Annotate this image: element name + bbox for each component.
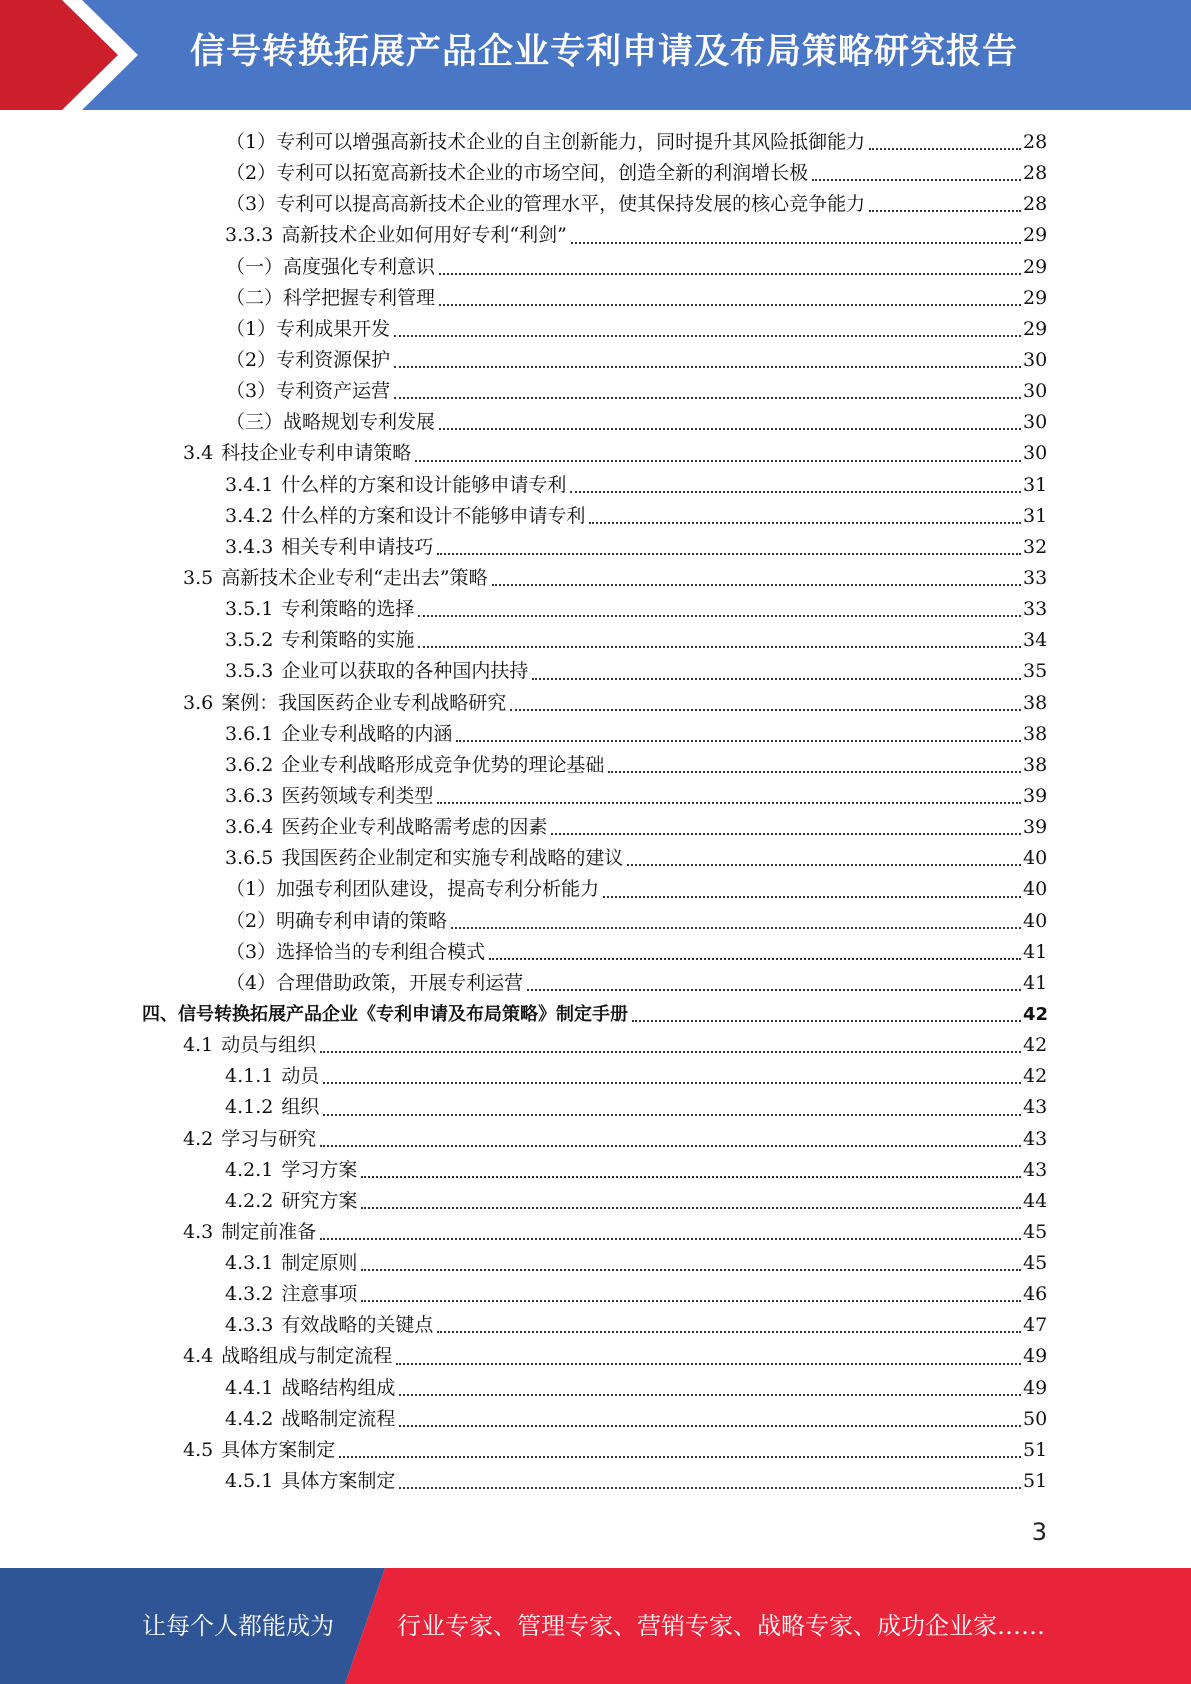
- toc-entry[interactable]: [0, 1341, 1191, 1372]
- toc-entry-page: 35: [1023, 660, 1048, 683]
- header-band: [0, 0, 1191, 110]
- toc-entry-number: 4.2.1: [225, 1158, 274, 1181]
- toc-leader-dots: [415, 459, 1021, 462]
- toc-leader-dots: [570, 490, 1021, 493]
- toc-entry-title: （三）战略规划专利发展: [226, 411, 436, 434]
- toc-entry-page: 29: [1023, 286, 1048, 309]
- toc-entry-page: 29: [1023, 224, 1048, 247]
- footer-slogan-right: 行业专家、管理专家、营销专家、战略专家、成功企业家……: [397, 1612, 1045, 1640]
- toc-entry[interactable]: [0, 189, 1191, 220]
- toc-entry-title: （2）专利资源保护: [226, 348, 391, 371]
- toc-entry-number: 4.5: [183, 1438, 214, 1461]
- toc-entry-page: 33: [1023, 566, 1048, 589]
- toc-entry-page: 49: [1023, 1345, 1048, 1368]
- toc-entry-page: 38: [1023, 753, 1048, 776]
- toc-leader-dots: [399, 1424, 1021, 1427]
- toc-entry-number: 3.4.3: [225, 535, 274, 558]
- toc-leader-dots: [361, 1268, 1021, 1271]
- toc-entry-number: 3.5: [183, 566, 214, 589]
- header-arrow-decoration: [0, 0, 160, 110]
- toc-entry-page: 39: [1023, 816, 1048, 839]
- toc-entry-number: 4.3.3: [225, 1314, 274, 1337]
- toc-leader-dots: [320, 1237, 1021, 1240]
- toc-leader-dots: [399, 1393, 1021, 1396]
- toc-entry[interactable]: [0, 501, 1191, 532]
- toc-leader-dots: [323, 1081, 1021, 1084]
- toc-entry-page: 30: [1023, 411, 1048, 434]
- toc-entry-title: 具体方案制定: [281, 1470, 396, 1493]
- toc-entry-title: 战略制定流程: [281, 1407, 396, 1430]
- toc-leader-dots: [394, 365, 1021, 368]
- toc-entry-number: 4.1: [183, 1034, 214, 1057]
- toc-entry[interactable]: [0, 252, 1191, 283]
- toc-entry-title: （1）专利成果开发: [226, 317, 391, 340]
- toc-entry-title: （4）合理借助政策，开展专利运营: [226, 971, 524, 994]
- toc-entry-title: （3）专利可以提高高新技术企业的管理水平，使其保持发展的核心竞争能力: [226, 193, 866, 216]
- toc-entry-title: 动员: [281, 1065, 320, 1088]
- toc-entry-page: 30: [1023, 380, 1048, 403]
- toc-leader-dots: [551, 832, 1021, 835]
- toc-entry-number: 3.6.4: [225, 816, 274, 839]
- toc-entry[interactable]: [0, 127, 1191, 158]
- toc-entry-page: 41: [1023, 971, 1048, 994]
- toc-entry-page: 30: [1023, 442, 1048, 465]
- footer-slogan-left: 让每个人都能成为: [142, 1612, 334, 1640]
- toc-entry-title: 企业专利战略形成竞争优势的理论基础: [281, 753, 605, 776]
- toc-entry[interactable]: [0, 1435, 1191, 1466]
- toc-entry-number: 3.6: [183, 691, 214, 714]
- toc-entry-title: 注意事项: [281, 1283, 358, 1306]
- toc-entry-page: 45: [1023, 1252, 1048, 1275]
- toc-entry-title: （3）选择恰当的专利组合模式: [226, 940, 486, 963]
- toc-leader-dots: [608, 770, 1021, 773]
- toc-entry-page: 51: [1023, 1438, 1048, 1461]
- toc-entry-title: 我国医药企业制定和实施专利战略的建议: [281, 847, 624, 870]
- toc-entry[interactable]: [0, 781, 1191, 812]
- report-title: 信号转换拓展产品企业专利申请及布局策略研究报告: [190, 32, 1019, 72]
- toc-entry[interactable]: [0, 283, 1191, 314]
- toc-entry[interactable]: [0, 1217, 1191, 1248]
- toc-entry-title: 相关专利申请技巧: [281, 535, 434, 558]
- toc-entry-number: 4.5.1: [225, 1470, 274, 1493]
- toc-entry-page: 43: [1023, 1096, 1048, 1119]
- toc-entry-title: 组织: [281, 1096, 320, 1119]
- page-number: 3: [1031, 1518, 1047, 1546]
- toc-entry-number: 4.1.1: [225, 1065, 274, 1088]
- toc-entry-title: 制定前准备: [221, 1220, 317, 1243]
- toc-leader-dots: [532, 677, 1021, 680]
- toc-entry-title: 科技企业专利申请策略: [221, 442, 412, 465]
- toc-entry-number: 3.6.5: [225, 847, 274, 870]
- toc-entry[interactable]: [0, 470, 1191, 501]
- toc-entry-title: 高新技术企业如何用好专利“利剑”: [281, 224, 567, 247]
- toc-entry-page: 42: [1023, 1003, 1049, 1025]
- toc-entry-page: 34: [1023, 629, 1048, 652]
- toc-entry-page: 40: [1023, 878, 1048, 901]
- toc-entry-page: 40: [1023, 847, 1048, 870]
- toc-leader-dots: [399, 1486, 1021, 1489]
- toc-entry-page: 43: [1023, 1158, 1048, 1181]
- toc-entry-title: 专利策略的选择: [281, 598, 415, 621]
- toc-entry-page: 47: [1023, 1314, 1048, 1337]
- toc-entry-number: 3.3.3: [225, 224, 274, 247]
- toc-entry[interactable]: [0, 563, 1191, 594]
- toc-entry[interactable]: [0, 158, 1191, 189]
- toc-entry-page: 51: [1023, 1470, 1048, 1493]
- toc-entry-number: 3.5.3: [225, 660, 274, 683]
- toc-entry[interactable]: [0, 345, 1191, 376]
- toc-leader-dots: [627, 863, 1021, 866]
- toc-entry-page: 46: [1023, 1283, 1048, 1306]
- toc-leader-dots: [869, 209, 1021, 212]
- toc-entry-number: 4.3.1: [225, 1252, 274, 1275]
- toc-entry-page: 39: [1023, 784, 1048, 807]
- toc-entry[interactable]: [0, 1466, 1191, 1497]
- toc-leader-dots: [361, 1175, 1021, 1178]
- toc-leader-dots: [396, 1362, 1021, 1365]
- toc-entry-title: 学习方案: [281, 1158, 358, 1181]
- toc-entry-number: 4.4.1: [225, 1376, 274, 1399]
- toc-leader-dots: [510, 708, 1021, 711]
- toc-entry-number: 4.3: [183, 1220, 214, 1243]
- toc-entry-title: 具体方案制定: [221, 1438, 336, 1461]
- toc-entry-number: 3.6.1: [225, 722, 274, 745]
- toc-entry-title: 四、信号转换拓展产品企业《专利申请及布局策略》制定手册: [142, 1003, 628, 1025]
- toc-entry[interactable]: [0, 937, 1191, 968]
- toc-entry-page: 50: [1023, 1407, 1048, 1430]
- toc-entry-number: 3.6.2: [225, 753, 274, 776]
- toc-entry[interactable]: [0, 532, 1191, 563]
- toc-leader-dots: [320, 1144, 1021, 1147]
- toc-leader-dots: [439, 303, 1021, 306]
- toc-entry-title: 战略结构组成: [281, 1376, 396, 1399]
- toc-entry-title: （3）专利资产运营: [226, 380, 391, 403]
- toc-entry-page: 44: [1023, 1189, 1048, 1212]
- toc-entry-title: （2）明确专利申请的策略: [226, 909, 448, 932]
- toc-leader-dots: [361, 1206, 1021, 1209]
- toc-entry-title: 有效战略的关键点: [281, 1314, 434, 1337]
- toc-entry-title: （1）专利可以增强高新技术企业的自主创新能力，同时提升其风险抵御能力: [226, 131, 866, 153]
- toc-entry-number: 4.1.2: [225, 1096, 274, 1119]
- toc-leader-dots: [812, 178, 1021, 181]
- toc-entry[interactable]: [0, 750, 1191, 781]
- toc-entry-title: 制定原则: [281, 1252, 358, 1275]
- toc-entry[interactable]: [0, 376, 1191, 407]
- toc-entry[interactable]: [0, 625, 1191, 656]
- toc-entry-number: 4.4.2: [225, 1407, 274, 1430]
- toc-entry-title: 什么样的方案和设计能够申请专利: [281, 473, 567, 496]
- toc-entry-page: 49: [1023, 1376, 1048, 1399]
- toc-entry[interactable]: [0, 438, 1191, 469]
- toc-entry[interactable]: [0, 1248, 1191, 1279]
- toc-leader-dots: [437, 552, 1021, 555]
- toc-entry-page: 28: [1023, 162, 1048, 185]
- toc-leader-dots: [589, 521, 1021, 524]
- toc-entry[interactable]: [0, 220, 1191, 251]
- toc-entry-page: 33: [1023, 598, 1048, 621]
- toc-entry[interactable]: [0, 968, 1191, 999]
- toc-entry-page: 29: [1023, 317, 1048, 340]
- toc-leader-dots: [394, 334, 1021, 337]
- toc-entry-page: 38: [1023, 691, 1048, 714]
- toc-leader-dots: [527, 988, 1021, 991]
- toc-entry-title: 医药领域专利类型: [281, 784, 434, 807]
- toc-leader-dots: [418, 614, 1021, 617]
- footer-band: [0, 1568, 1191, 1684]
- toc-entry-number: 4.3.2: [225, 1283, 274, 1306]
- toc-entry[interactable]: [0, 812, 1191, 843]
- toc-leader-dots: [456, 739, 1021, 742]
- toc-entry-page: 28: [1023, 193, 1048, 216]
- toc-entry-title: 战略组成与制定流程: [221, 1345, 393, 1368]
- toc-entry-page: 41: [1023, 940, 1048, 963]
- toc-entry-page: 42: [1023, 1034, 1048, 1057]
- toc-entry-number: 3.5.2: [225, 629, 274, 652]
- toc-entry[interactable]: [0, 1030, 1191, 1061]
- toc-entry-page: 45: [1023, 1220, 1048, 1243]
- toc-entry-page: 30: [1023, 348, 1048, 371]
- toc-entry-title: （一）高度强化专利意识: [226, 255, 436, 278]
- toc-entry-number: 3.5.1: [225, 598, 274, 621]
- toc-entry-title: （二）科学把握专利管理: [226, 286, 436, 309]
- toc-entry[interactable]: [0, 1310, 1191, 1341]
- toc-entry[interactable]: [0, 719, 1191, 750]
- toc-entry-title: 什么样的方案和设计不能够申请专利: [281, 504, 586, 527]
- toc-entry-title: 动员与组织: [221, 1034, 317, 1057]
- toc-entry[interactable]: [0, 1404, 1191, 1435]
- toc-entry-title: 高新技术企业专利“走出去”策略: [221, 566, 488, 589]
- toc-entry[interactable]: [0, 874, 1191, 905]
- toc-entry-title: 企业可以获取的各种国内扶持: [281, 660, 529, 683]
- toc-entry-page: 43: [1023, 1127, 1048, 1150]
- toc-entry-page: 38: [1023, 722, 1048, 745]
- toc-entry[interactable]: [0, 407, 1191, 438]
- toc-entry-page: 42: [1023, 1065, 1048, 1088]
- toc-entry-page: 40: [1023, 909, 1048, 932]
- toc-entry-title: 研究方案: [281, 1189, 358, 1212]
- toc-leader-dots: [632, 1019, 1021, 1022]
- toc-entry-number: 4.4: [183, 1345, 214, 1368]
- toc-leader-dots: [451, 926, 1021, 929]
- toc-leader-dots: [320, 1050, 1021, 1053]
- toc-entry-number: 3.6.3: [225, 784, 274, 807]
- toc-entry-page: 29: [1023, 255, 1048, 278]
- toc-entry[interactable]: [0, 1373, 1191, 1404]
- toc-entry[interactable]: [0, 999, 1191, 1030]
- toc-entry[interactable]: [0, 314, 1191, 345]
- toc-entry-title: 企业专利战略的内涵: [281, 722, 453, 745]
- toc-entry-number: 3.4.1: [225, 473, 274, 496]
- toc-entry-number: 3.4: [183, 442, 214, 465]
- toc-entry-page: 28: [1023, 131, 1048, 153]
- toc-entry-number: 3.4.2: [225, 504, 274, 527]
- toc-entry[interactable]: [0, 1186, 1191, 1217]
- toc-leader-dots: [437, 1330, 1021, 1333]
- toc-entry[interactable]: [0, 1155, 1191, 1186]
- toc-entry[interactable]: [0, 843, 1191, 874]
- toc-entry-title: 专利策略的实施: [281, 629, 415, 652]
- toc-entry[interactable]: [0, 1279, 1191, 1310]
- toc-entry[interactable]: [0, 656, 1191, 687]
- toc-entry-number: 4.2.2: [225, 1189, 274, 1212]
- toc-leader-dots: [339, 1455, 1021, 1458]
- toc-entry-title: （2）专利可以拓宽高新技术企业的市场空间，创造全新的利润增长极: [226, 162, 809, 185]
- toc-entry[interactable]: [0, 1124, 1191, 1155]
- toc-leader-dots: [571, 241, 1021, 244]
- toc-leader-dots: [394, 396, 1021, 399]
- toc-entry[interactable]: [0, 906, 1191, 937]
- toc-entry-title: （1）加强专利团队建设，提高专利分析能力: [226, 878, 600, 901]
- toc-entry-page: 32: [1023, 535, 1048, 558]
- toc-entry[interactable]: [0, 594, 1191, 625]
- toc-leader-dots: [323, 1113, 1021, 1116]
- toc-entry[interactable]: [0, 1092, 1191, 1123]
- toc-leader-dots: [603, 895, 1021, 898]
- toc-entry-title: 医药企业专利战略需考虑的因素: [281, 816, 548, 839]
- toc-entry[interactable]: [0, 1061, 1191, 1092]
- toc-leader-dots: [489, 957, 1021, 960]
- toc-leader-dots: [869, 147, 1021, 150]
- toc-entry-title: 学习与研究: [221, 1127, 317, 1150]
- toc-leader-dots: [437, 801, 1021, 804]
- toc-leader-dots: [492, 583, 1021, 586]
- toc-entry-page: 31: [1023, 504, 1048, 527]
- toc-leader-dots: [418, 645, 1021, 648]
- toc-entry-number: 4.2: [183, 1127, 214, 1150]
- toc-entry[interactable]: [0, 688, 1191, 719]
- toc-entry-page: 31: [1023, 473, 1048, 496]
- toc-leader-dots: [439, 272, 1021, 275]
- toc-leader-dots: [361, 1299, 1021, 1302]
- toc-entry-title: 案例：我国医药企业专利战略研究: [221, 691, 507, 714]
- table-of-contents: [0, 127, 1191, 1497]
- toc-leader-dots: [439, 427, 1021, 430]
